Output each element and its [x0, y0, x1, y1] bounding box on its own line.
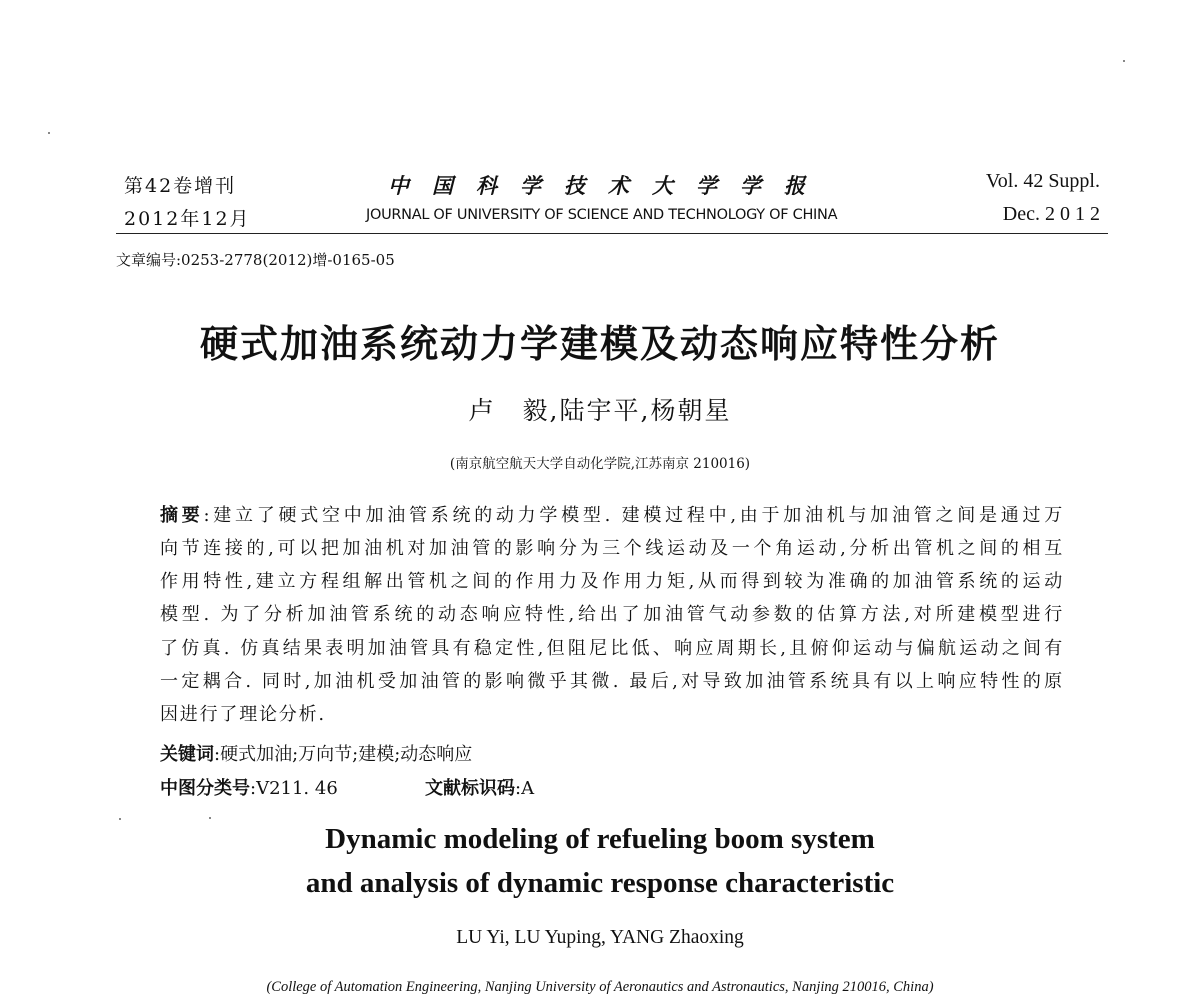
- classification-value: :V211. 46: [250, 778, 338, 799]
- volume-issue-cn: 第42卷增刊: [124, 175, 237, 197]
- affiliation-en: (College of Automation Engineering, Nanjing University of Aeronautics and Astronautics, Nanjing 210016, China): [266, 979, 934, 995]
- document-code-label: 文献标识码: [425, 778, 515, 799]
- classification-number: [160, 774, 338, 800]
- abstract-line: 向节连接的,可以把加油机对加油管的影响分为三个线运动及一个角运动,分析出管机之间的相互: [160, 538, 1064, 559]
- scan-speck: [48, 132, 50, 134]
- document-code-value: :A: [515, 778, 535, 799]
- abstract-line: 因进行了理论分析.: [160, 704, 326, 725]
- abstract-line: 了仿真. 仿真结果表明加油管具有稳定性,但阻尼比低、响应周期长,且俯仰运动与偏航运动之间有: [160, 638, 1064, 659]
- classification-label: 中图分类号: [160, 778, 250, 799]
- date-en: Dec. 2 0 1 2: [1002, 203, 1100, 225]
- affiliation-cn: (南京航空航天大学自动化学院,江苏南京 210016): [449, 456, 751, 472]
- date-cn: 2012年12月: [124, 208, 251, 230]
- abstract-line: 摘要:建立了硬式空中加油管系统的动力学模型. 建模过程中,由于加油机与加油管之间是通过万: [160, 505, 1064, 526]
- journal-name-en: JOURNAL OF UNIVERSITY OF SCIENCE AND TECHNOLOGY OF CHINA: [366, 207, 838, 223]
- title-en-line-2: and analysis of dynamic response characteristic: [305, 867, 895, 899]
- article-number: 文章编号:0253-2778(2012)增-0165-05: [116, 251, 395, 269]
- title-en-line-1: Dynamic modeling of refueling boom system: [325, 823, 875, 855]
- scan-speck: [119, 818, 121, 820]
- abstract-line: 作用特性,建立方程组解出管机之间的作用力及作用力矩,从而得到较为准确的加油管系统的运动: [160, 571, 1064, 592]
- abstract-line: 一定耦合. 同时,加油机受加油管的影响微乎其微. 最后,对导致加油管系统具有以上响应特性的原: [160, 671, 1064, 692]
- authors-en: LU Yi, LU Yuping, YANG Zhaoxing: [456, 927, 744, 948]
- journal-name-cn: 中国科学技术大学学报: [388, 173, 828, 198]
- keywords-label: 关键词: [160, 744, 214, 765]
- abstract-line: 模型. 为了分析加油管系统的动态响应特性,给出了加油管气动参数的估算方法,对所建模型进行: [160, 604, 1064, 625]
- document-code: [425, 774, 534, 800]
- authors-cn: 卢 毅,陆宇平,杨朝星: [468, 396, 732, 425]
- scan-speck: [209, 817, 211, 819]
- abstract-label: 摘要: [160, 505, 204, 526]
- keywords-value: :硬式加油;万向节;建模;动态响应: [214, 744, 473, 765]
- scan-speck: [1123, 60, 1125, 62]
- volume-issue-en: Vol. 42 Suppl.: [985, 170, 1100, 192]
- header-rule: [116, 233, 1108, 234]
- title-cn: 硬式加油系统动力学建模及动态响应特性分析: [199, 322, 1000, 366]
- keywords: [160, 740, 472, 766]
